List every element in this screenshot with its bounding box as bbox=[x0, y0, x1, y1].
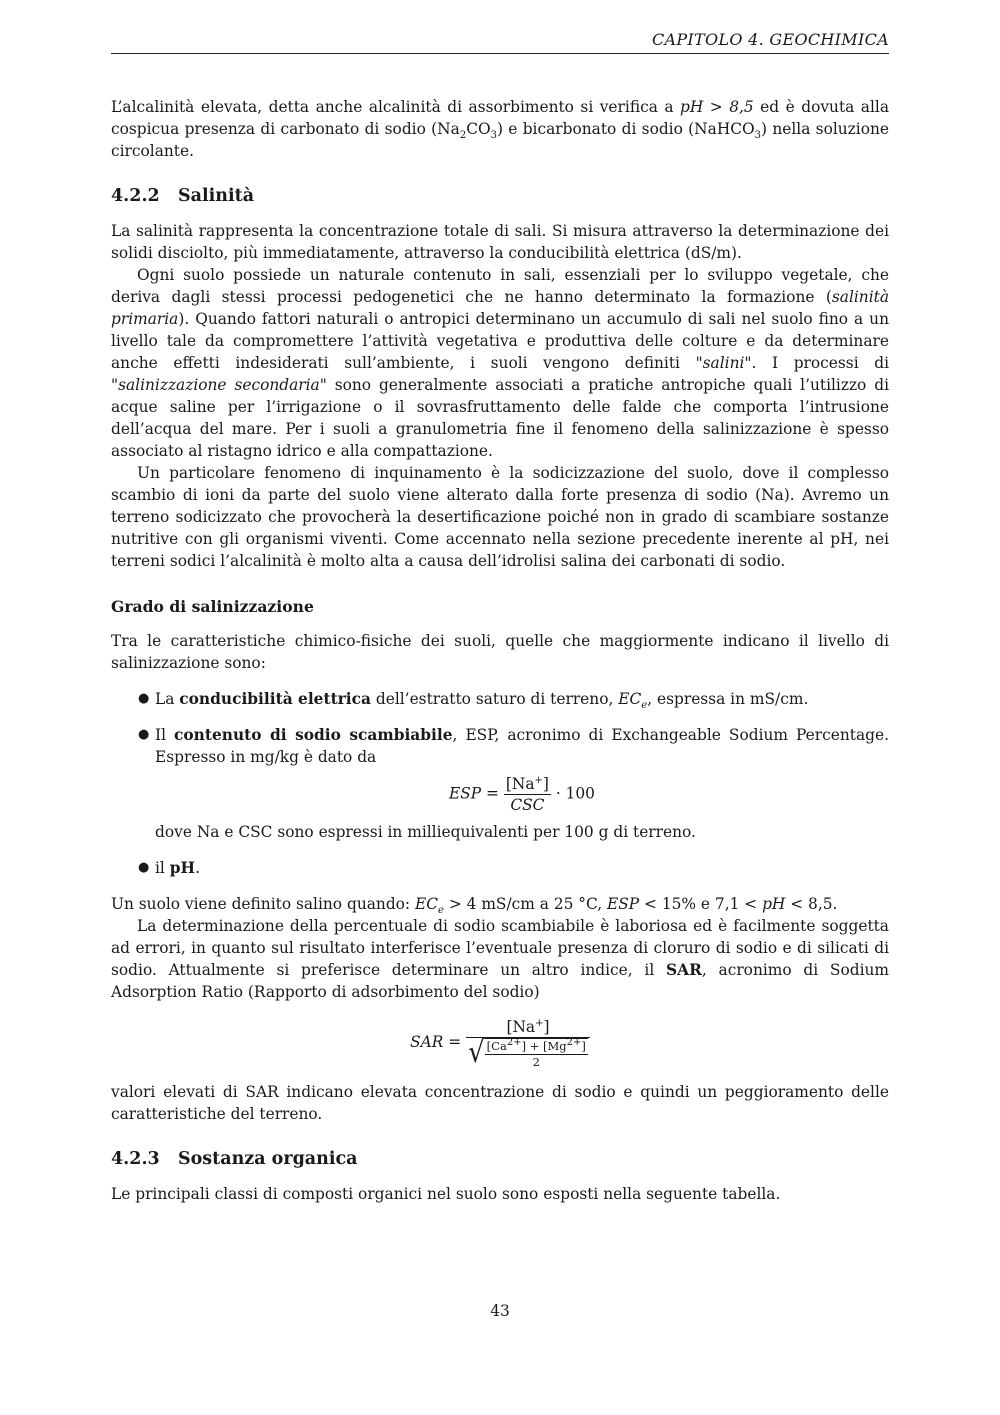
list-item: ● Il contenuto di sodio scambiabile, ESP, acronimo di Exchangeable Sodium Percentage. Espresso in mg/kg è dato da ESP = $\frac{[Na^+]}{\text{CSC}}$ · 100 dove Na e CSC sono espressi in milliequivalenti per 100 g di terreno. bbox=[138, 726, 889, 841]
grado-paragraph-4: valori elevati di SAR indicano elevata concentrazione di sodio e quindi un peggioramento delle caratteristiche del terreno. bbox=[111, 1083, 889, 1123]
grado-paragraph-3: La determinazione della percentuale di sodio scambiabile è laboriosa ed è facilmente soggetta ad errori, in quanto sul risultato interferisce l’eventuale presenza di cloruro di sodio e di silicati di sodio. Attualmente si preferisce determinare un altro indice, il SAR, acronimo di Sodium Adsorption Ratio (Rapporto di adsorbimento del sodio) bbox=[111, 917, 890, 1001]
section-heading-sostanza: 4.2.3 Sostanza organica bbox=[111, 1149, 358, 1169]
sostanza-paragraph-1: Le principali classi di composti organici nel suolo sono esposti nella seguente tabella. bbox=[111, 1185, 781, 1203]
fraction: [Na+] √ $[Ca^{2+}] + [Mg^{2+}]$ 2 bbox=[466, 1017, 590, 1069]
salinita-paragraph-1: La salinità rappresenta la concentrazione totale di sali. Si misura attraverso la determinazione dei solidi disciolto, più immediatamente, attraverso la conducibilità elettrica (dS/m). bbox=[111, 222, 889, 262]
salinity-indicator-list bbox=[111, 688, 889, 879]
list-item: ● La conducibilità elettrica dell’estratto saturo di terreno, $EC_e$, espressa in mS/cm. bbox=[138, 690, 809, 712]
list-item: ● il pH. bbox=[138, 859, 200, 877]
salinita-paragraph-3: Un particolare fenomeno di inquinamento è la sodicizzazione del suolo, dove il complesso scambio di ioni da parte del suolo viene alterato dalla forte presenza di sodio (Na). Avremo un terreno sodicizzato che provocherà la desertificazione poiché non in grado di scambiare sostanze nutritive con gli organismi viventi. Come accennato nella sezione precedente inerente al pH, nei terreni sodici l’alcalinità è molto alta a causa dell’idrolisi salina dei carbonati di sodio. bbox=[111, 464, 889, 570]
square-root: √ $[Ca^{2+}] + [Mg^{2+}]$ 2 bbox=[468, 1035, 586, 1071]
subsection-heading-grado: Grado di salinizzazione bbox=[111, 597, 314, 616]
radical-icon: √ bbox=[468, 1035, 485, 1071]
salinita-paragraph-2: Ogni suolo possiede un naturale contenuto in sali, essenziali per lo sviluppo vegetale, che deriva dagli stessi processi pedogenetici che ne hanno determinato la formazione (salinità primaria). Quando fattori naturali o antropici determinano un accumulo di sali nel suolo fino a un livello tale da compromettere l’attività vegetativa e produttiva delle colture e da determinare anche effetti indesiderati sull’ambiente, i suoli vengono definiti "salini". I processi di "salinizzazione secondaria" sono generalmente associati a pratiche antropiche quali l’utilizzo di acque saline per l’irrigazione o il sovrasfruttamento delle falde che comporta l’intrusione dell’acqua del mare. Per i suoli a granulometria fine il fenomeno della salinizzazione è spesso associato al ristagno idrico e alla compattazione. bbox=[111, 266, 889, 460]
bullet-icon: ● bbox=[138, 691, 150, 706]
header-rule bbox=[111, 53, 889, 54]
bullet-icon: ● bbox=[138, 860, 150, 875]
running-header: CAPITOLO 4. GEOCHIMICA bbox=[651, 30, 889, 49]
equation-sar: SAR = [Na+] √ $[Ca^{2+}] + [Mg^{2+}]$ 2 bbox=[111, 1017, 889, 1069]
bullet-icon: ● bbox=[138, 727, 150, 742]
section-heading-salinita: 4.2.2 Salinità bbox=[111, 186, 255, 206]
fraction: $\frac{[Na^+]}{\text{CSC}}$ bbox=[505, 774, 549, 814]
grado-paragraph-1: Tra le caratteristiche chimico-fisiche dei suoli, quelle che maggiormente indicano il livello di salinizzazione sono: bbox=[111, 632, 889, 672]
intro-paragraph: L’alcalinità elevata, detta anche alcalinità di assorbimento si verifica a pH > 8,5 ed è dovuta alla cospicua presenza di carbonato di sodio $(Na_2CO_3)$ e bicarbonato di sodio (NaHCO$_3$) nella soluzione circolante. bbox=[111, 98, 890, 160]
equation-esp: ESP = $\frac{[Na^+]}{\text{CSC}}$ · 100 bbox=[449, 774, 595, 814]
content bbox=[111, 96, 889, 1205]
page-number: 43 bbox=[490, 1302, 510, 1320]
grado-paragraph-2: Un suolo viene definito salino quando: $EC_e > 4$ mS/cm a 25 °C, ESP < 15% e 7,1 < pH < 8,5. bbox=[111, 895, 838, 917]
